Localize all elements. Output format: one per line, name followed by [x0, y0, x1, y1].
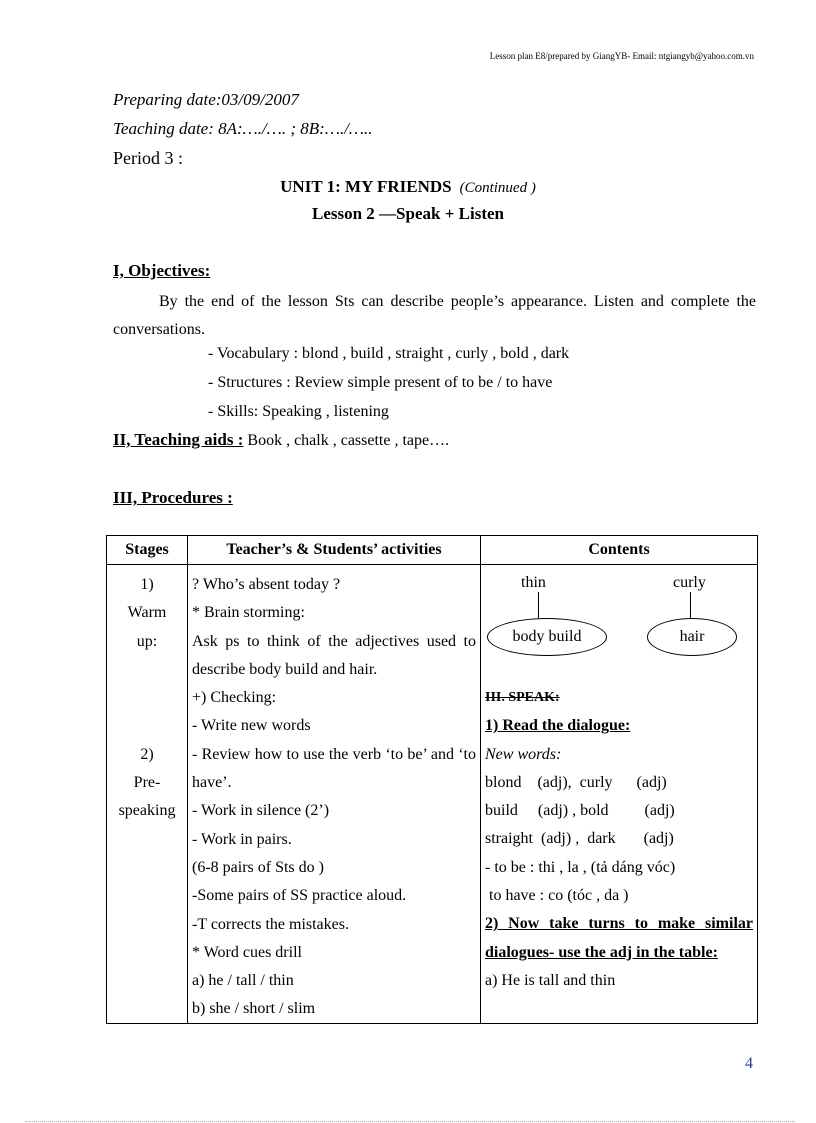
unit-title: [0, 177, 816, 197]
footer-divider: [25, 1121, 795, 1122]
teaching-date: Teaching date: 8A:…./…. ; 8B:…./…..: [113, 119, 373, 138]
teaching-aids-heading: II, Teaching aids :: [113, 430, 244, 449]
header-contents: Contents: [481, 536, 758, 565]
objective-skills: - Skills: Speaking , listening: [208, 403, 389, 420]
word-line: to have : co (tóc , da ): [485, 887, 629, 905]
teaching-aids-text: Book , chalk , cassette , tape….: [243, 432, 450, 449]
activity-line: ? Who’s absent today ?: [192, 576, 341, 593]
diagram-connector-left: [538, 592, 539, 618]
page-header: Lesson plan E8/prepared by GiangYB- Email: ntgiangyb@yahoo.com.vn: [489, 51, 754, 61]
diagram-connector-right: [690, 592, 691, 618]
new-words-label: New words:: [485, 745, 562, 763]
take-turns-heading: 2) Now take turns to make similar dialogues- use the adj in the table:: [485, 915, 753, 961]
word-line: straight (adj) , dark (adj): [485, 830, 674, 848]
activity-line: b) she / short / slim: [192, 1000, 316, 1018]
stage-line: 2): [140, 745, 154, 763]
activity-line: (6-8 pairs of Sts do ): [192, 858, 324, 876]
header-stages: Stages: [107, 536, 188, 565]
activity-line: - Work in pairs.: [192, 830, 292, 848]
period-label: Period 3 :: [113, 148, 183, 168]
diagram-oval-hair: hair: [647, 618, 737, 656]
table-header-row: [107, 536, 758, 565]
activity-line: - Work in silence (2’): [192, 802, 330, 820]
unit-continued: (Continued ): [459, 180, 536, 196]
activity-line: -Some pairs of SS practice aloud.: [192, 887, 407, 905]
objectives-heading: I, Objectives:: [113, 261, 211, 280]
lesson-title: Lesson 2 —Speak + Listen: [311, 204, 504, 223]
procedures-table: [106, 535, 758, 1024]
activity-line: - Write new words: [192, 717, 311, 735]
objective-structures: - Structures : Review simple present of to be / to have: [208, 374, 553, 391]
diagram-oval-body-build: body build: [487, 618, 607, 656]
procedures-heading: III, Procedures :: [113, 488, 233, 507]
speak-heading: III. SPEAK:: [485, 690, 560, 705]
word-line: - to be : thi , la , (tả dáng vóc): [485, 858, 676, 876]
objectives-paragraph: By the end of the lesson Sts can describe people’s appearance. Listen and complete the conversations.: [113, 293, 756, 338]
header-activities: Teacher’s & Students’ activities: [188, 536, 481, 565]
preparing-date: Preparing date:03/09/2007: [113, 90, 299, 109]
stage-line: up:: [136, 632, 158, 650]
unit-title-text: UNIT 1: MY FRIENDS: [280, 177, 452, 196]
activity-line: Ask ps to think of the adjectives used to describe body build and hair.: [192, 632, 476, 678]
objective-vocabulary: - Vocabulary : blond , build , straight , curly , bold , dark: [208, 345, 570, 362]
activity-line: * Brain storming:: [192, 604, 305, 622]
page-number: 4: [745, 1055, 753, 1072]
teaching-aids: [113, 430, 449, 450]
activity-line: +) Checking:: [192, 689, 277, 707]
example-line: a) He is tall and thin: [485, 971, 616, 989]
word-line: blond (adj), curly (adj): [485, 773, 667, 791]
activity-line: * Word cues drill: [192, 943, 302, 961]
word-line: build (adj) , bold (adj): [485, 802, 675, 820]
activity-line: - Review how to use the verb ‘to be’ and ‘to have’.: [192, 745, 476, 792]
stages-cell: [107, 565, 188, 1024]
table-row: [107, 565, 758, 1024]
diagram-word-thin: thin: [521, 574, 546, 591]
activity-line: -T corrects the mistakes.: [192, 915, 349, 933]
stage-line: Pre-: [133, 774, 161, 792]
stage-line: speaking: [118, 802, 176, 820]
stage-line: 1): [140, 576, 154, 593]
vocabulary-diagram: [485, 571, 753, 684]
contents-cell: [481, 565, 758, 1024]
stage-line: Warm: [127, 604, 167, 622]
activity-line: a) he / tall / thin: [192, 972, 294, 990]
diagram-word-curly: curly: [673, 574, 706, 591]
read-dialogue-heading: 1) Read the dialogue:: [485, 717, 631, 735]
activities-cell: [188, 565, 481, 1024]
